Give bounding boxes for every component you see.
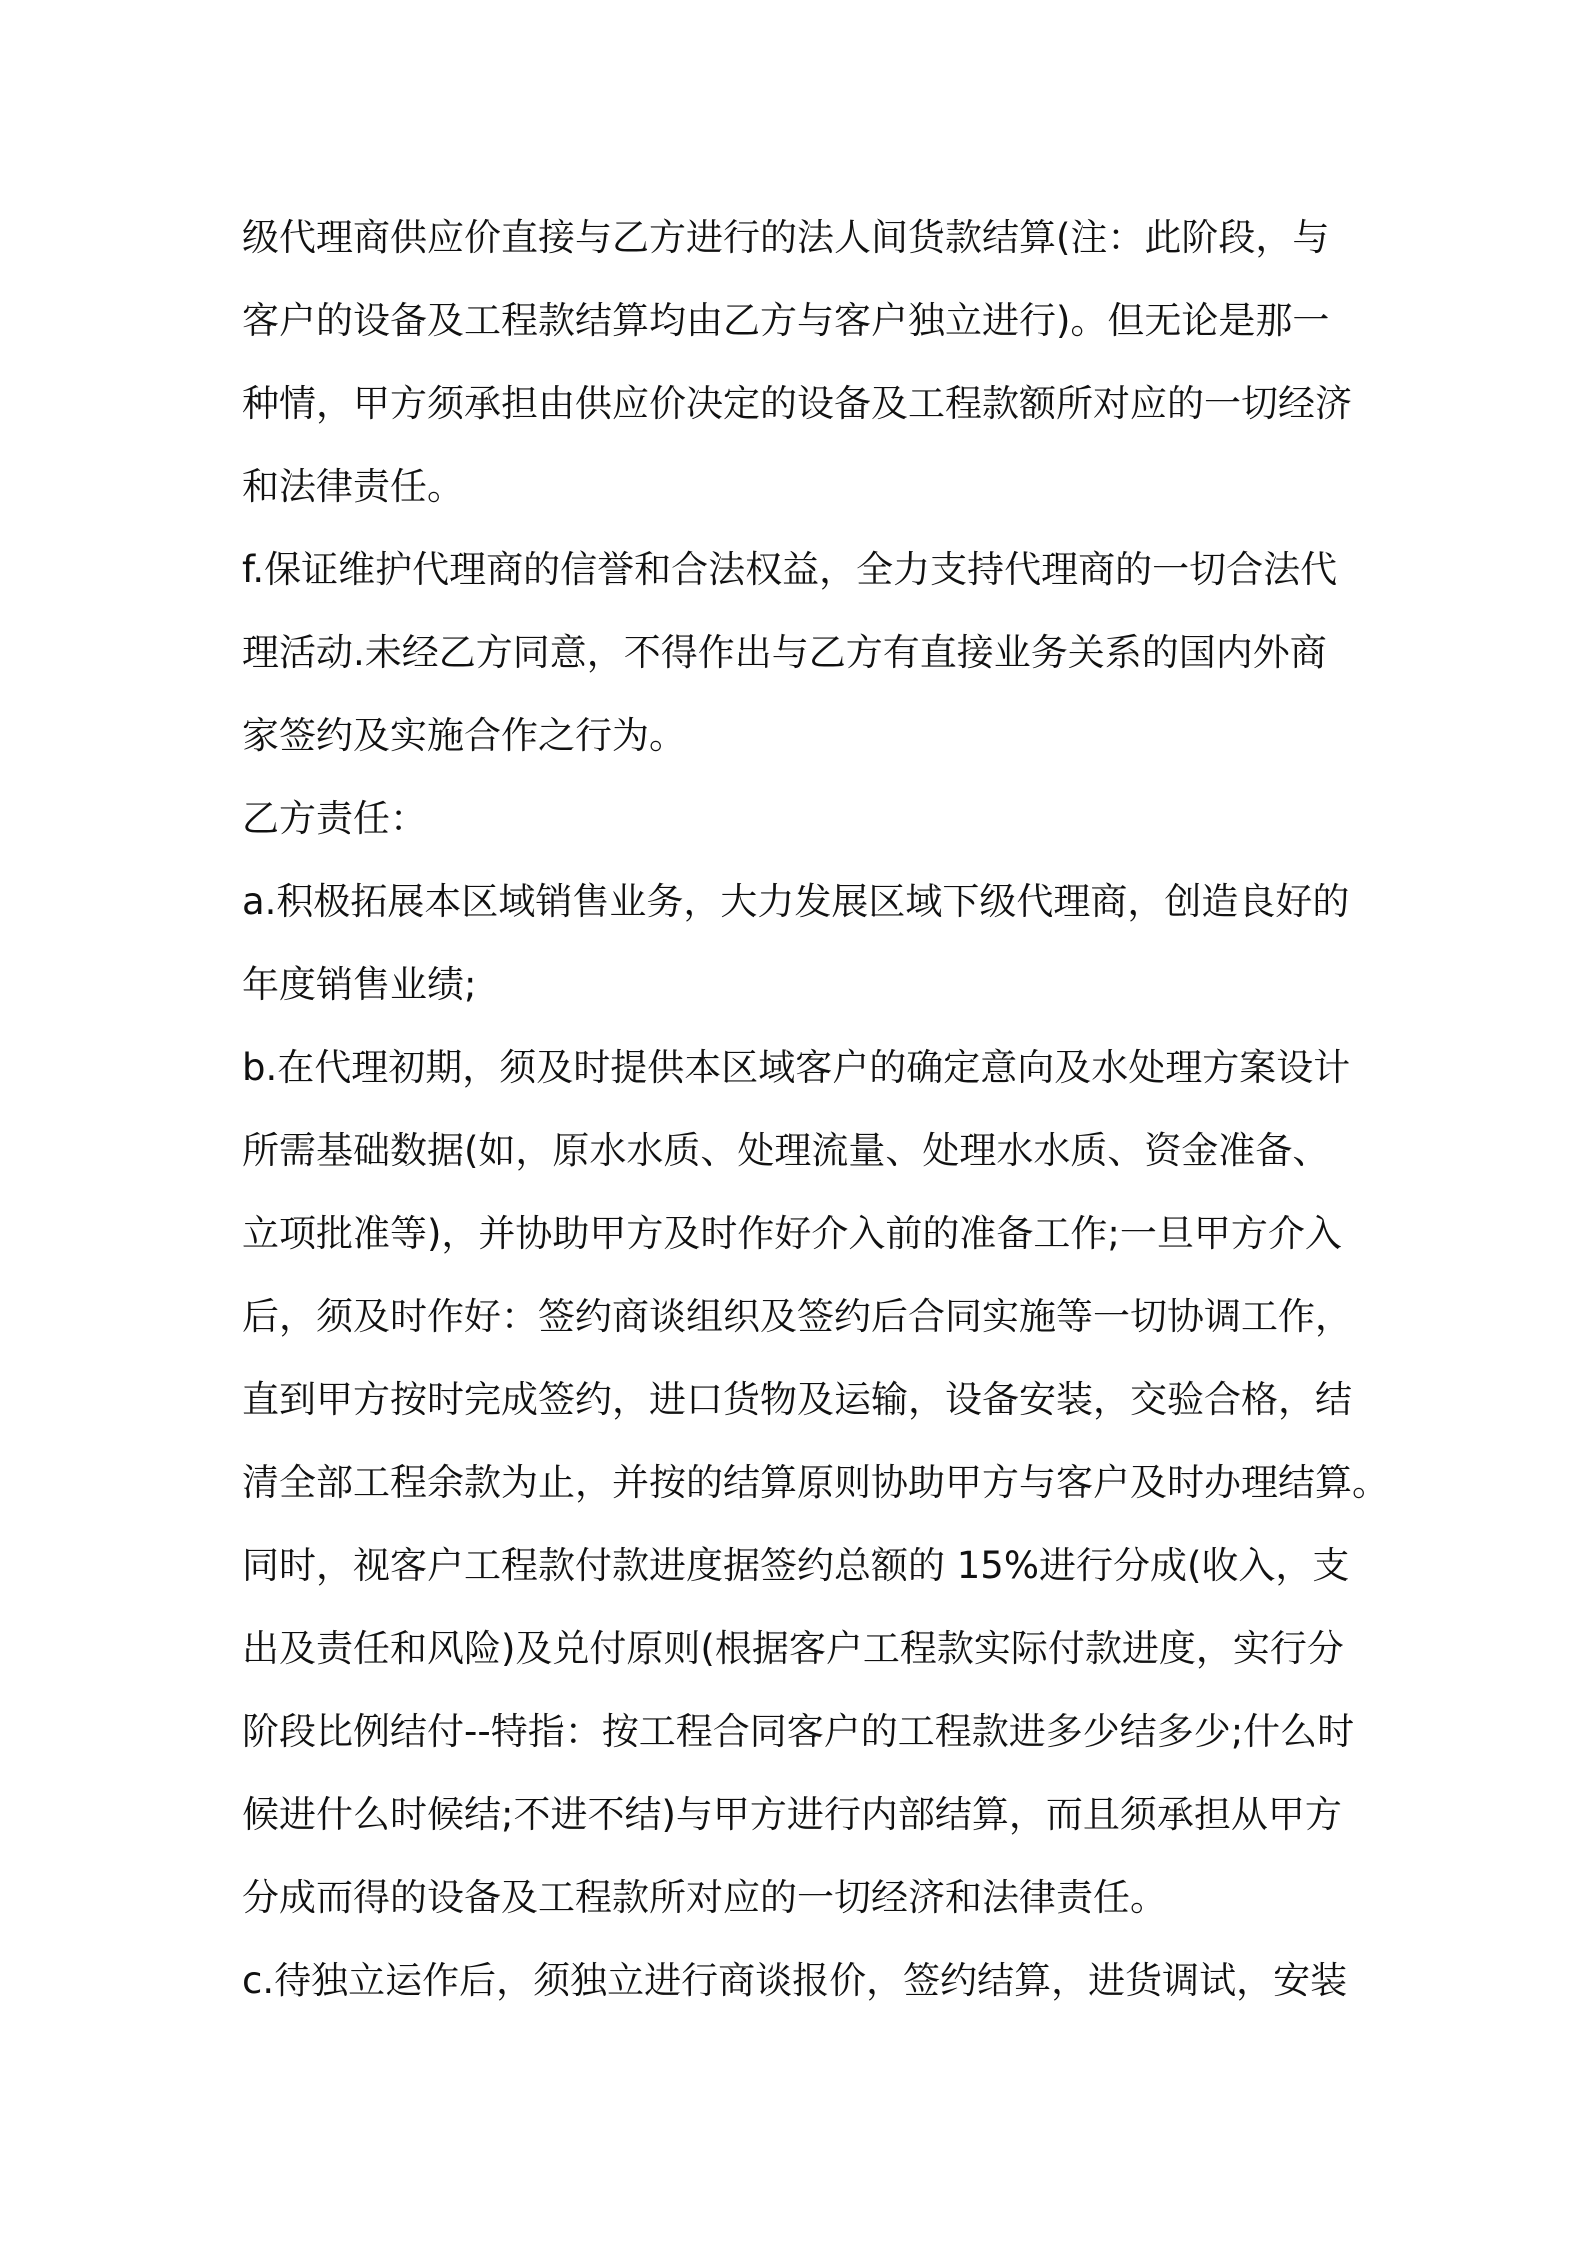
text-line: 清全部工程余款为止，并按的结算原则协助甲方与客户及时办理结算。 (242, 1461, 1389, 1504)
text-line: 后，须及时作好：签约商谈组织及签约后合同实施等一切协调工作， (242, 1295, 1352, 1338)
text-line: 立项批准等)，并协助甲方及时作好介入前的准备工作;一旦甲方介入 (242, 1212, 1342, 1255)
text-line: 客户的设备及工程款结算均由乙方与客户独立进行)。但无论是那一 (242, 299, 1330, 342)
section-heading: 乙方责任： (242, 797, 427, 840)
text-line: 和法律责任。 (242, 465, 464, 508)
text-line: 年度销售业绩; (242, 963, 477, 1006)
text-line: c.待独立运作后，须独立进行商谈报价，签约结算，进货调试，安装 (242, 1959, 1348, 2002)
text-line: 种情，甲方须承担由供应价决定的设备及工程款额所对应的一切经济 (242, 382, 1352, 425)
text-line: 理活动.未经乙方同意，不得作出与乙方有直接业务关系的国内外商 (242, 631, 1327, 674)
document-body (242, 196, 1389, 2022)
text-line: 候进什么时候结;不进不结)与甲方进行内部结算，而且须承担从甲方 (242, 1793, 1342, 1836)
text-line: 出及责任和风险)及兑付原则(根据客户工程款实际付款进度，实行分 (242, 1627, 1344, 1670)
text-line: 级代理商供应价直接与乙方进行的法人间货款结算(注：此阶段，与 (242, 216, 1330, 259)
text-line: f.保证维护代理商的信誉和合法权益，全力支持代理商的一切合法代 (242, 548, 1338, 591)
text-line: 阶段比例结付--特指：按工程合同客户的工程款进多少结多少;什么时 (242, 1710, 1355, 1753)
text-line: b.在代理初期，须及时提供本区域客户的确定意向及水处理方案设计 (242, 1046, 1351, 1089)
text-line: 同时，视客户工程款付款进度据签约总额的 15%进行分成(收入，支 (242, 1544, 1350, 1587)
text-line: 家签约及实施合作之行为。 (242, 714, 686, 757)
text-line: 分成而得的设备及工程款所对应的一切经济和法律责任。 (242, 1876, 1167, 1919)
text-line: 直到甲方按时完成签约，进口货物及运输，设备安装，交验合格，结 (242, 1378, 1352, 1421)
text-line: 所需基础数据(如，原水水质、处理流量、处理水水质、资金准备、 (242, 1129, 1330, 1172)
text-line: a.积极拓展本区域销售业务，大力发展区域下级代理商，创造良好的 (242, 880, 1350, 923)
